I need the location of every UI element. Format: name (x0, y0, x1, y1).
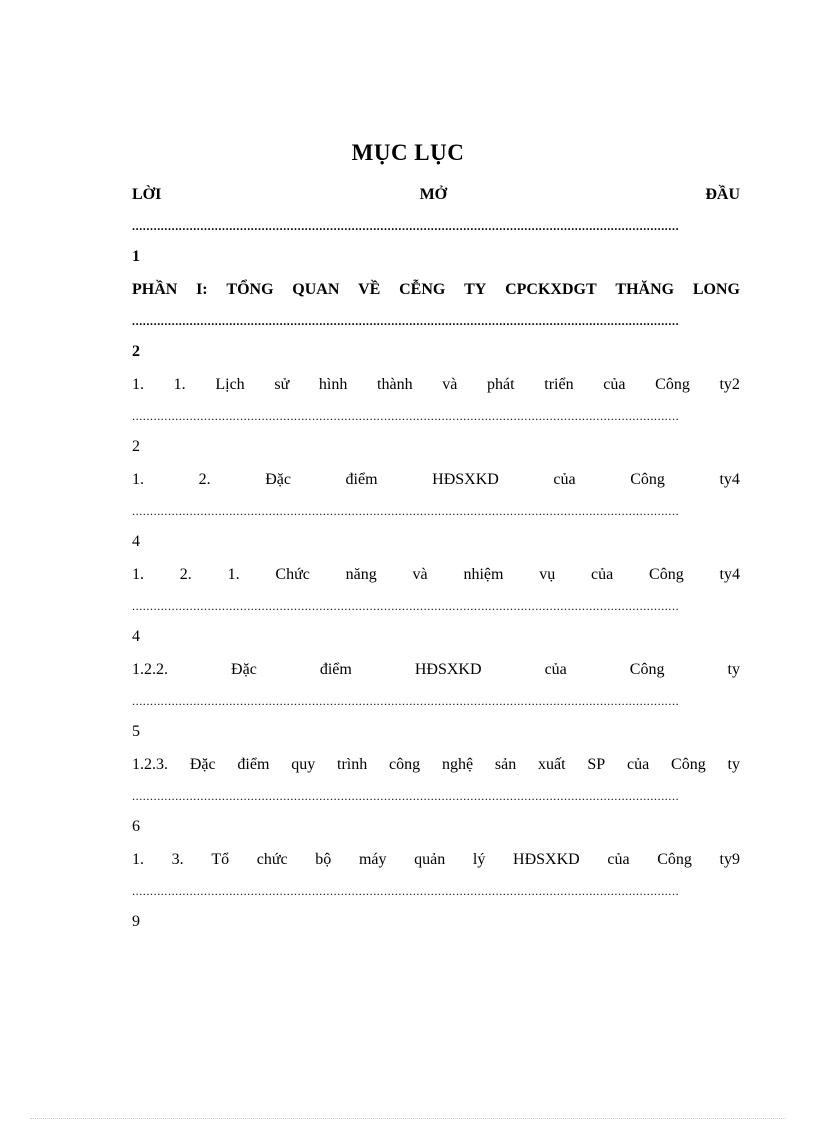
toc-entry-leader: ........................................................................................................................................................ (132, 694, 680, 708)
toc-entry-word: nghệ (441, 756, 474, 773)
toc-entry-word: VỀ (358, 281, 381, 298)
toc-entry-word: HĐSXKD (414, 661, 482, 678)
toc-entry-leader: ........................................................................................................................................................ (132, 884, 680, 898)
toc-entry-word: Công (629, 661, 665, 678)
toc-entry-word: quản (414, 851, 446, 868)
toc-entry-word: sử (274, 376, 290, 393)
toc-entry-leader: ........................................................................................................................................................ (132, 789, 680, 803)
toc-entry-word: TỔNG (226, 281, 274, 298)
toc-entry-word: Chức (275, 566, 310, 583)
toc-entry-word: 1.2.3. (132, 756, 168, 773)
toc-entry-word: HĐSXKD (432, 471, 499, 488)
toc-entry-word: QUAN (292, 281, 340, 298)
toc-entry-title (132, 748, 740, 782)
toc-entry-word: 1. (132, 471, 144, 488)
toc-entry-word: và (412, 566, 428, 583)
toc-entry-word: CPCKXDGT (505, 281, 597, 298)
toc-entry-word: của (627, 756, 650, 773)
toc-entry-page-number: 5 (132, 723, 140, 740)
toc-entry-word: chức (256, 851, 288, 868)
toc-entry-word: của (591, 566, 614, 583)
toc-entry-word: thành (377, 376, 413, 393)
toc-entry-word: PHẦN (132, 281, 178, 298)
toc-entry-word: 1. (132, 851, 144, 868)
toc-entry-word: Đặc (189, 756, 216, 773)
toc-entry-word: THĂNG (615, 281, 675, 298)
toc-entry-word: điểm (237, 756, 270, 773)
page-title: MỤC LỤC (351, 140, 465, 165)
toc-entry-word: ty9 (719, 851, 740, 868)
toc-entry-word: 1. (132, 376, 144, 393)
toc-entry-word: của (603, 376, 626, 393)
toc-entry-page-number: 1 (132, 248, 140, 265)
toc-entry-word: và (442, 376, 458, 393)
toc-entry-word: 1. (173, 376, 186, 393)
toc-entry-leader: ........................................................................................................................................................ (132, 314, 680, 328)
table-of-contents (132, 178, 740, 938)
toc-entry-page-number: 4 (132, 628, 140, 645)
toc-entry-word: bộ (315, 851, 332, 868)
toc-entry-title (132, 463, 740, 497)
toc-entry-word: Tổ (211, 851, 230, 868)
toc-entry-word: I: (196, 281, 208, 298)
toc-entry-leader: ........................................................................................................................................................ (132, 409, 680, 423)
toc-entry-word: LONG (692, 281, 740, 298)
toc-entry[interactable] (132, 178, 740, 273)
toc-entry-word: lý (472, 851, 486, 868)
toc-entry-word: công (389, 756, 421, 773)
toc-entry-page-number: 2 (132, 343, 140, 360)
toc-entry-word: 3. (171, 851, 184, 868)
toc-entry[interactable] (132, 653, 740, 748)
toc-entry-word: CỄNG (399, 281, 446, 298)
toc-entry-word: nhiệm (463, 566, 504, 583)
toc-entry-word: 1.2.2. (132, 661, 168, 678)
toc-entry-page-number: 9 (132, 913, 140, 930)
toc-entry-word: HĐSXKD (513, 851, 580, 868)
toc-entry-word: 2. (198, 471, 211, 488)
toc-entry-word: SP (587, 756, 606, 773)
toc-entry-word: Lịch (215, 376, 245, 393)
toc-entry[interactable] (132, 368, 740, 463)
toc-entry-word: điểm (319, 661, 352, 678)
toc-entry-word: năng (345, 566, 377, 583)
toc-entry-word: phát (487, 376, 515, 393)
toc-entry[interactable] (132, 558, 740, 653)
toc-entry-leader: ........................................................................................................................................................ (132, 219, 680, 233)
toc-entry-title (132, 368, 740, 402)
toc-entry-word: 1. (132, 566, 144, 583)
toc-entry-leader: ........................................................................................................................................................ (132, 504, 680, 518)
toc-entry-word: điểm (345, 471, 378, 488)
toc-entry-word: 2. (179, 566, 192, 583)
toc-entry-title (132, 558, 740, 592)
toc-entry-word: của (544, 661, 567, 678)
toc-entry-word: LỜI (132, 186, 162, 203)
toc-entry-word: quy (291, 756, 316, 773)
toc-entry-page-number: 4 (132, 533, 140, 550)
toc-entry-word: triển (544, 376, 574, 393)
toc-entry-word: ĐẦU (705, 186, 740, 203)
toc-entry-word: máy (358, 851, 387, 868)
toc-entry-word: sản (494, 756, 517, 773)
toc-entry-title (132, 273, 740, 307)
toc-entry-word: Công (657, 851, 692, 868)
toc-entry-word: 1. (227, 566, 240, 583)
toc-entry-word: ty2 (719, 376, 740, 393)
toc-entry-word: Đặc (265, 471, 291, 488)
toc-entry-word: ty4 (719, 471, 740, 488)
toc-entry[interactable] (132, 463, 740, 558)
toc-entry-title (132, 178, 740, 212)
toc-entry-page-number: 6 (132, 818, 140, 835)
toc-entry-word: của (607, 851, 630, 868)
toc-entry[interactable] (132, 843, 740, 938)
toc-entry-word: Công (671, 756, 706, 773)
toc-entry-word: Đặc (231, 661, 257, 678)
toc-entry-word: của (553, 471, 576, 488)
toc-entry-word: vụ (539, 566, 556, 583)
toc-entry-word: trình (337, 756, 368, 773)
toc-entry-word: hình (318, 376, 348, 393)
toc-entry[interactable] (132, 273, 740, 368)
toc-entry-word: MỞ (419, 186, 448, 203)
toc-entry-leader: ........................................................................................................................................................ (132, 599, 680, 613)
toc-entry-word: xuất (538, 756, 566, 773)
toc-entry-page-number: 2 (132, 438, 140, 455)
page-bottom-divider (30, 1118, 786, 1119)
toc-entry-word: Công (655, 376, 690, 393)
toc-entry-word: ty (727, 661, 740, 678)
toc-entry-word: Công (649, 566, 684, 583)
toc-entry[interactable] (132, 748, 740, 843)
toc-entry-word: ty4 (719, 566, 740, 583)
toc-entry-title (132, 653, 740, 687)
toc-entry-word: ty (727, 756, 740, 773)
toc-entry-title (132, 843, 740, 877)
toc-entry-word: TY (464, 281, 487, 298)
toc-entry-word: Công (630, 471, 665, 488)
